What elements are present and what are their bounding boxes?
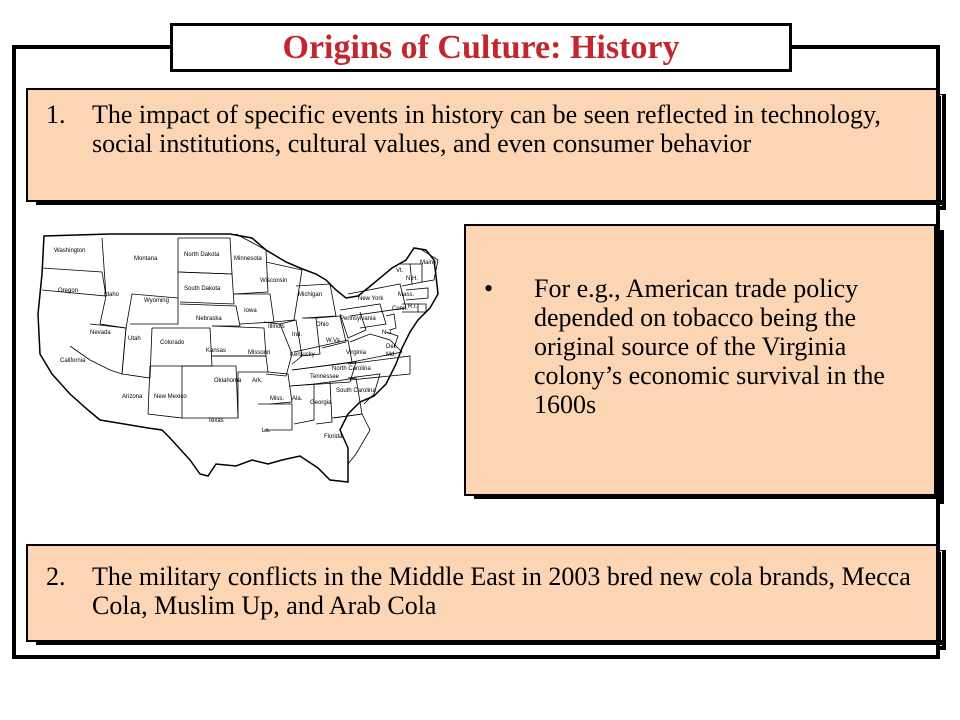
map-state-label: Maine bbox=[420, 260, 437, 266]
map-state-label: Ind. bbox=[292, 332, 303, 338]
map-state-label: New York bbox=[358, 296, 384, 302]
point-1-panel bbox=[26, 88, 938, 202]
point-2-number: 2. bbox=[46, 562, 66, 591]
map-state-label: Nevada bbox=[90, 330, 111, 336]
map-state-label: W.Va. bbox=[326, 338, 342, 344]
map-state-label: Michigan bbox=[298, 292, 323, 298]
map-state-label: Missouri bbox=[248, 350, 271, 356]
map-state-label: Washington bbox=[54, 248, 86, 254]
map-state-label: Ohio bbox=[316, 322, 329, 328]
map-state-label: Iowa bbox=[244, 308, 257, 314]
map-state-label: N.J. bbox=[382, 330, 393, 336]
map-state-label: North Dakota bbox=[184, 252, 220, 258]
map-state-label: Vt. bbox=[396, 268, 404, 274]
map-state-label: N.H. bbox=[406, 276, 418, 282]
us-map bbox=[30, 224, 448, 486]
map-state-label: Miss. bbox=[270, 396, 284, 402]
map-state-label: Texas bbox=[208, 418, 224, 424]
point-2-text: The military conflicts in the Middle East in 2003 bred new cola brands, Mecca Cola, Muslim Up, and Arab Cola bbox=[92, 562, 911, 620]
point-1-number: 1. bbox=[46, 100, 66, 129]
map-state-label: Del. bbox=[386, 344, 397, 350]
map-state-label: California bbox=[60, 358, 86, 364]
point-2 bbox=[46, 562, 916, 620]
map-state-label: Ark. bbox=[252, 378, 263, 384]
map-state-label: North Carolina bbox=[332, 366, 371, 372]
example-bullet-item bbox=[482, 274, 912, 419]
map-state-label: Conn. bbox=[392, 306, 409, 312]
map-state-label: Ala. bbox=[292, 396, 303, 402]
bullet-marker: • bbox=[484, 274, 494, 303]
map-state-label: Tennessee bbox=[310, 374, 340, 380]
map-state-label: Oklahoma bbox=[214, 378, 242, 384]
map-state-label: Kentucky bbox=[290, 352, 315, 358]
map-state-label: Mass. bbox=[398, 292, 415, 298]
map-state-label: Illinois bbox=[268, 324, 285, 330]
map-state-label: Wisconsin bbox=[260, 278, 288, 284]
map-state-label: Montana bbox=[134, 256, 158, 262]
map-state-label: South Carolina bbox=[336, 388, 376, 394]
map-state-label: Kansas bbox=[206, 348, 227, 354]
map-state-label: Colorado bbox=[160, 340, 185, 346]
map-state-label: Wyoming bbox=[144, 298, 169, 304]
example-text: For e.g., American trade policy depended on tobacco being the original source of the Virginia colony’s economic survival in the 1600s bbox=[534, 274, 885, 419]
map-state-label: Arizona bbox=[122, 394, 143, 400]
map-state-label: Idaho bbox=[104, 292, 120, 298]
us-outline bbox=[38, 234, 438, 482]
slide-title: Origins of Culture: History bbox=[282, 28, 680, 66]
map-state-label: Nebraska bbox=[196, 316, 222, 322]
point-2-panel bbox=[26, 544, 938, 642]
map-state-label: New Mexico bbox=[154, 394, 187, 400]
map-state-label: Florida bbox=[324, 434, 343, 440]
example-panel bbox=[464, 224, 936, 496]
point-1 bbox=[46, 100, 916, 158]
map-state-label: South Dakota bbox=[184, 286, 221, 292]
point-1-text: The impact of specific events in history can be seen reflected in technology, social institutions, cultural values, and even consumer behavior bbox=[92, 100, 881, 158]
map-state-label: Md. bbox=[386, 352, 397, 358]
map-state-label: Utah bbox=[128, 336, 141, 342]
map-state-label: La. bbox=[262, 428, 271, 434]
map-state-label: R.I. bbox=[408, 304, 418, 310]
map-state-label: Georgia bbox=[310, 400, 332, 406]
map-state-label: Minnesota bbox=[234, 256, 262, 262]
map-state-label: Virginia bbox=[346, 350, 366, 356]
title-box bbox=[170, 23, 792, 72]
map-state-label: Pennsylvania bbox=[340, 316, 376, 322]
map-state-label: Oregon bbox=[58, 288, 79, 294]
